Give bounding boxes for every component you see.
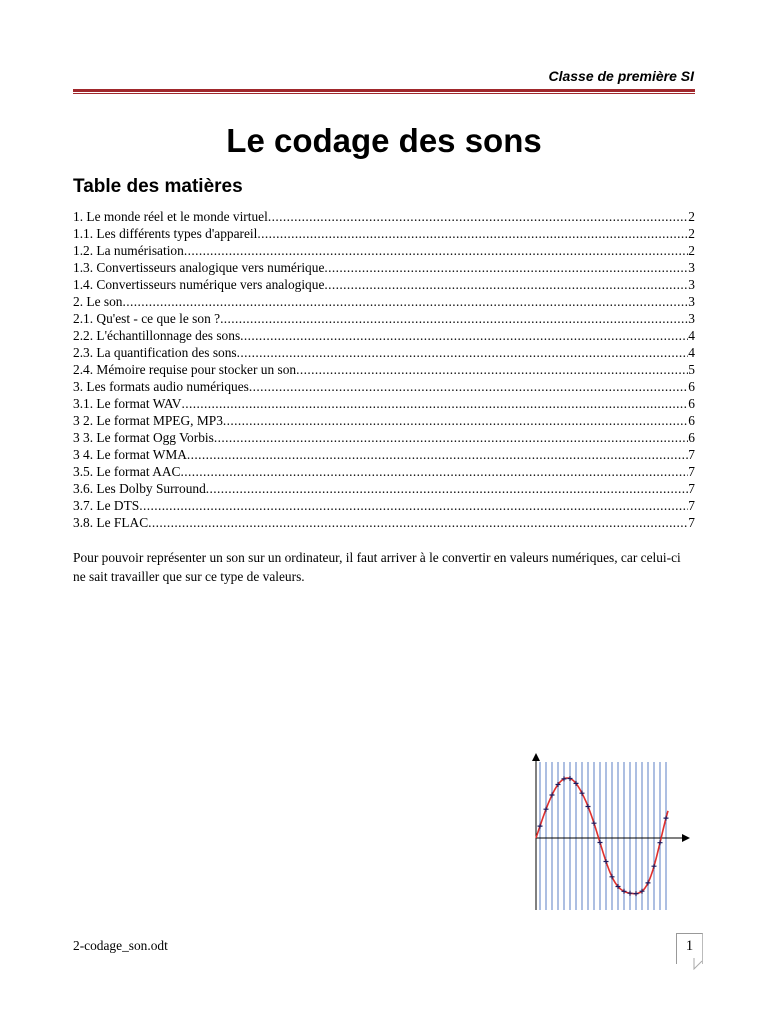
- toc-dot-leader: [206, 480, 689, 497]
- toc-entry-page: 2: [688, 243, 695, 258]
- toc-dot-leader: [249, 378, 688, 395]
- toc-heading: Table des matières: [73, 176, 243, 197]
- sample-marker: [604, 859, 609, 864]
- sample-marker: [550, 793, 555, 798]
- toc-entry[interactable]: [73, 276, 695, 293]
- sample-marker: [634, 891, 639, 896]
- toc-entry-page: 4: [688, 328, 695, 343]
- toc-entry-page: 2: [688, 209, 695, 224]
- toc-entry[interactable]: [73, 310, 695, 327]
- toc-dot-leader: [268, 208, 688, 225]
- toc-entry-page: 4: [688, 345, 695, 360]
- header-rule: [73, 89, 695, 94]
- toc-entry-page: 3: [688, 294, 695, 309]
- toc-entry-page: 3: [688, 277, 695, 292]
- table-of-contents: [73, 208, 695, 531]
- page-number: 1: [685, 938, 694, 954]
- header-class-label: Classe de première SI: [548, 68, 694, 84]
- toc-entry-label: 1.2. La numérisation: [73, 243, 184, 258]
- toc-entry-label: 2. Le son: [73, 294, 123, 309]
- toc-entry-label: 2.3. La quantification des sons: [73, 345, 237, 360]
- sampled-waveform-icon: [522, 752, 702, 912]
- toc-entry[interactable]: [73, 412, 695, 429]
- toc-dot-leader: [240, 327, 688, 344]
- toc-dot-leader: [296, 361, 688, 378]
- sample-marker: [628, 891, 633, 896]
- toc-entry[interactable]: [73, 259, 695, 276]
- sampled-waveform-figure: [522, 752, 702, 917]
- toc-entry-label: 2.2. L'échantillonnage des sons: [73, 328, 241, 343]
- toc-entry-label: 3 2. Le format MPEG, MP3: [73, 413, 223, 428]
- intro-paragraph: Pour pouvoir représenter un son sur un ordinateur, il faut arriver à le convertir en valeurs numériques, car celui-ci ne sait travailler que sur ce type de valeurs.: [73, 550, 681, 584]
- sample-marker: [538, 824, 543, 829]
- sample-marker: [652, 864, 657, 869]
- toc-entry-page: 7: [688, 481, 695, 496]
- toc-entry-page: 7: [688, 447, 695, 462]
- toc-entry[interactable]: [73, 378, 695, 395]
- toc-entry[interactable]: [73, 480, 695, 497]
- toc-entry-page: 7: [688, 498, 695, 513]
- toc-entry[interactable]: [73, 327, 695, 344]
- footer-filename: 2-codage_son.odt: [73, 938, 168, 953]
- toc-dot-leader: [184, 242, 688, 259]
- toc-entry-page: 6: [688, 430, 695, 445]
- toc-entry[interactable]: [73, 293, 695, 310]
- page-number-box: [676, 933, 703, 964]
- toc-dot-leader: [181, 395, 688, 412]
- document-title: Le codage des sons: [226, 122, 542, 159]
- toc-entry-page: 5: [688, 362, 695, 377]
- toc-entry-page: 3: [688, 311, 695, 326]
- toc-dot-leader: [187, 446, 688, 463]
- toc-entry-page: 2: [688, 226, 695, 241]
- toc-dot-leader: [220, 310, 688, 327]
- toc-entry-label: 3 4. Le format WMA: [73, 447, 187, 462]
- toc-entry-label: 3.5. Le format AAC: [73, 464, 181, 479]
- toc-entry-page: 3: [688, 260, 695, 275]
- sample-marker: [658, 840, 663, 845]
- toc-entry[interactable]: [73, 446, 695, 463]
- toc-entry[interactable]: [73, 497, 695, 514]
- toc-entry-label: 1.3. Convertisseurs analogique vers numérique: [73, 260, 325, 275]
- toc-entry[interactable]: [73, 344, 695, 361]
- sample-marker: [598, 840, 603, 845]
- toc-entry-label: 3. Les formats audio numériques: [73, 379, 249, 394]
- toc-dot-leader: [214, 429, 688, 446]
- toc-entry-label: 1. Le monde réel et le monde virtuel: [73, 209, 268, 224]
- toc-entry-label: 1.4. Convertisseurs numérique vers analogique: [73, 277, 325, 292]
- sample-marker: [664, 816, 669, 821]
- toc-entry[interactable]: [73, 225, 695, 242]
- y-axis-arrow-icon: [532, 753, 540, 761]
- toc-entry[interactable]: [73, 429, 695, 446]
- toc-entry-label: 3 3. Le format Ogg Vorbis: [73, 430, 214, 445]
- toc-dot-leader: [122, 293, 688, 310]
- toc-entry-page: 6: [688, 396, 695, 411]
- sample-marker: [592, 821, 597, 826]
- toc-entry-label: 2.4. Mémoire requise pour stocker un son: [73, 362, 297, 377]
- toc-entry-page: 6: [688, 379, 695, 394]
- toc-dot-leader: [237, 344, 689, 361]
- toc-entry-label: 1.1. Les différents types d'appareil: [73, 226, 258, 241]
- toc-entry-page: 6: [688, 413, 695, 428]
- x-axis-arrow-icon: [682, 834, 690, 842]
- toc-entry-label: 3.8. Le FLAC: [73, 515, 149, 530]
- sample-marker: [544, 807, 549, 812]
- toc-dot-leader: [324, 259, 688, 276]
- toc-dot-leader: [148, 514, 688, 531]
- toc-entry-label: 3.7. Le DTS: [73, 498, 140, 513]
- toc-dot-leader: [257, 225, 688, 242]
- toc-dot-leader: [223, 412, 688, 429]
- toc-entry-label: 2.1. Qu'est - ce que le son ?: [73, 311, 221, 326]
- page-curl-icon: [693, 958, 703, 970]
- toc-entry-page: 7: [688, 464, 695, 479]
- toc-entry-label: 3.6. Les Dolby Surround: [73, 481, 206, 496]
- toc-entry[interactable]: [73, 242, 695, 259]
- toc-entry[interactable]: [73, 361, 695, 378]
- toc-entry[interactable]: [73, 463, 695, 480]
- toc-entry[interactable]: [73, 395, 695, 412]
- toc-dot-leader: [180, 463, 688, 480]
- toc-entry[interactable]: [73, 514, 695, 531]
- toc-dot-leader: [324, 276, 688, 293]
- sample-marker: [586, 804, 591, 809]
- toc-entry[interactable]: [73, 208, 695, 225]
- toc-entry-page: 7: [688, 515, 695, 530]
- toc-dot-leader: [139, 497, 688, 514]
- toc-entry-label: 3.1. Le format WAV: [73, 396, 182, 411]
